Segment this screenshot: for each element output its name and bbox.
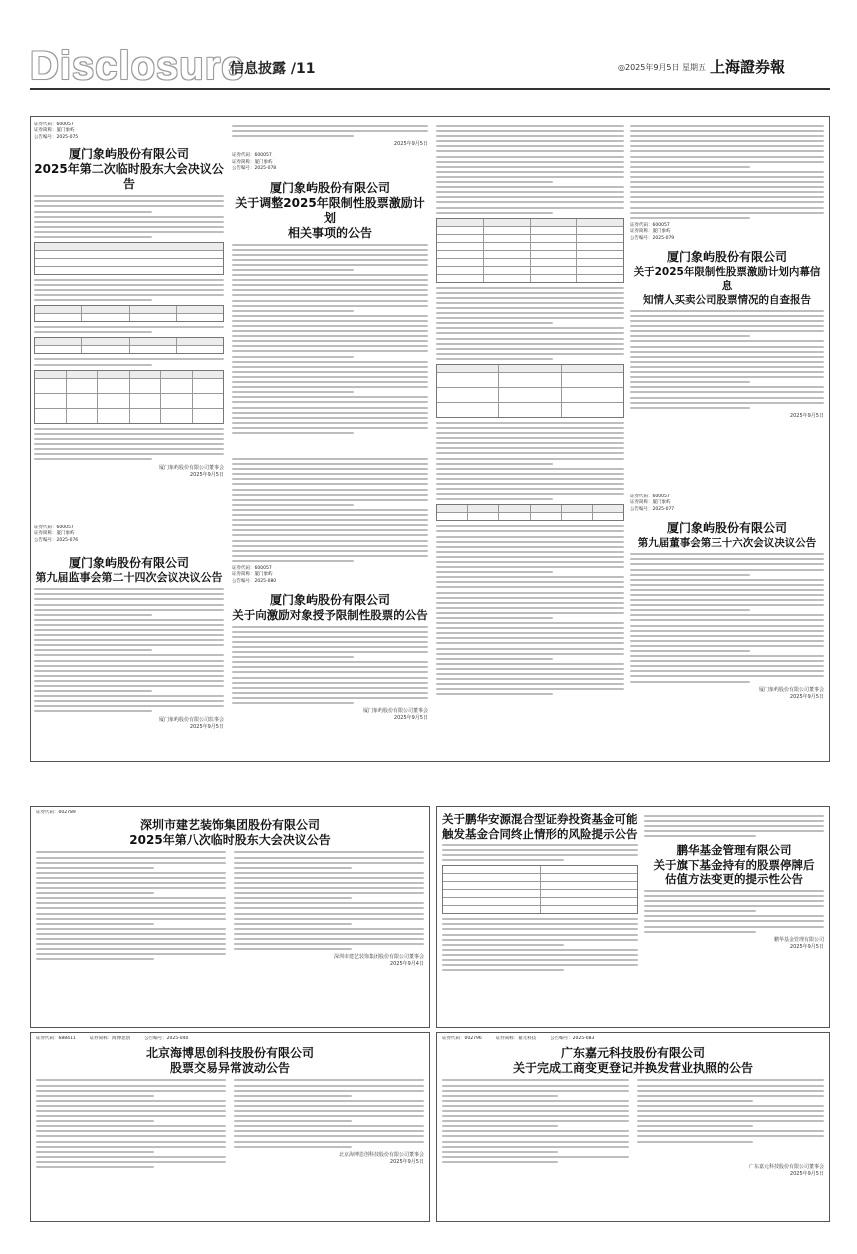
article-title-line1: 关于鹏华安源混合型证券投资基金可能 bbox=[442, 812, 638, 826]
body-text-right bbox=[234, 1079, 424, 1171]
article-title-line2: 估值方法变更的提示性公告 bbox=[665, 872, 803, 887]
company-title: 厦门象屿股份有限公司 bbox=[666, 249, 787, 264]
body-text-left bbox=[36, 1079, 226, 1171]
company-title: 厦门象屿股份有限公司 bbox=[68, 147, 189, 162]
signature: 鹏华基金管理有限公司 bbox=[773, 936, 824, 943]
body-text-right bbox=[637, 1079, 824, 1176]
article-xiamen-supervisors bbox=[34, 525, 224, 755]
page-header bbox=[30, 44, 830, 94]
cost-table bbox=[436, 504, 624, 521]
stock-codes: 证券代码：002796 证券简称：嘉元科技 公告编号：2025-083 bbox=[442, 1036, 595, 1041]
body-text bbox=[436, 125, 624, 695]
unlock-schedule-table bbox=[436, 364, 624, 418]
signature: 北京海博思创科技股份有限公司董事会 bbox=[338, 1151, 424, 1158]
signature-date: 2025年9月5日 bbox=[789, 412, 824, 419]
article-penghua-risk bbox=[442, 812, 638, 1022]
article-title: 股票交易异常波动公告 bbox=[169, 1061, 290, 1076]
article-xiamen-grant bbox=[232, 455, 428, 755]
company-title: 厦门象屿股份有限公司 bbox=[269, 180, 390, 195]
allocation-table bbox=[436, 218, 624, 283]
body-text bbox=[630, 310, 824, 409]
body-text bbox=[232, 626, 428, 704]
vote-table-2 bbox=[34, 337, 224, 354]
article-xiamen-selfcheck bbox=[630, 122, 824, 492]
signature: 厦门象屿股份有限公司监事会 bbox=[158, 716, 224, 723]
fund-info-table bbox=[442, 865, 638, 914]
preceding-text bbox=[630, 125, 824, 219]
masthead-logo: Disclosure bbox=[30, 44, 245, 88]
continued-text bbox=[232, 458, 428, 562]
body-text bbox=[34, 195, 224, 460]
article-title-line2: 知情人买卖公司股票情况的自查报告 bbox=[643, 293, 811, 306]
attendance-table bbox=[34, 242, 224, 275]
signature-date: 2025年9月5日 bbox=[789, 693, 824, 700]
article-beijing bbox=[36, 1036, 424, 1218]
signature: 厦门象屿股份有限公司董事会 bbox=[158, 465, 224, 472]
company-title: 鹏华基金管理有限公司 bbox=[676, 843, 792, 858]
body-text-right bbox=[234, 851, 424, 967]
article-xiamen-adjust bbox=[232, 122, 428, 452]
signature-date: 2025年9月5日 bbox=[189, 723, 224, 730]
section-title: 信息披露 /11 bbox=[230, 61, 316, 77]
vote-table-3 bbox=[34, 370, 224, 424]
signature-date: 2025年9月4日 bbox=[389, 961, 424, 968]
company-title: 厦门象屿股份有限公司 bbox=[666, 521, 787, 536]
signature-date: 2025年9月5日 bbox=[789, 1170, 824, 1177]
signature: 深圳市建艺装饰集团股份有限公司董事会 bbox=[333, 954, 424, 961]
article-title: 2025年第二次临时股东大会决议公告 bbox=[34, 162, 224, 192]
article-title-line1: 关于2025年限制性股票激励计划内幕信息 bbox=[633, 265, 821, 292]
article-title-line1: 关于旗下基金持有的股票停牌后 bbox=[653, 857, 815, 872]
body-text-left bbox=[442, 1079, 629, 1176]
stock-codes: 证券代码：600057 证券简称：厦门象屿 公告编号：2025-078 bbox=[232, 153, 277, 172]
issue-date: ◎2025年9月5日 星期五 bbox=[618, 63, 707, 72]
stock-codes: 证券代码：002789 bbox=[36, 810, 76, 815]
preceding-text bbox=[644, 815, 824, 837]
article-guangdong bbox=[442, 1036, 824, 1218]
company-title: 厦门象屿股份有限公司 bbox=[269, 593, 390, 608]
article-xiamen-board bbox=[630, 494, 824, 756]
article-title-line2: 相关事项的公告 bbox=[287, 225, 372, 240]
article-shenzhen bbox=[36, 810, 424, 1024]
article-title: 第九届董事会第三十六次会议决议公告 bbox=[637, 537, 817, 550]
article-title: 第九届监事会第二十四次会议决议公告 bbox=[35, 571, 223, 585]
signature-date: 2025年9月5日 bbox=[393, 141, 428, 148]
article-title: 关于向激励对象授予限制性股票的公告 bbox=[232, 608, 428, 623]
article-xiamen-shareholders bbox=[34, 122, 224, 522]
stock-codes: 证券代码：600057 证券简称：厦门象屿 公告编号：2025-080 bbox=[232, 565, 277, 584]
article-title-line1: 关于调整2025年限制性股票激励计划 bbox=[235, 195, 425, 225]
preceding-text bbox=[232, 125, 428, 137]
signature-date: 2025年9月5日 bbox=[393, 715, 428, 722]
header-rule bbox=[30, 88, 830, 90]
body-text bbox=[34, 588, 224, 712]
body-text bbox=[644, 890, 824, 933]
signature: 厦门象屿股份有限公司董事会 bbox=[758, 686, 824, 693]
company-title: 北京海博思创科技股份有限公司 bbox=[145, 1046, 314, 1061]
vote-table-1 bbox=[34, 305, 224, 322]
signature: 厦门象屿股份有限公司董事会 bbox=[362, 708, 428, 715]
company-title: 厦门象屿股份有限公司 bbox=[68, 556, 189, 571]
newspaper-name: 上海證券報 bbox=[710, 58, 786, 76]
body-text-left bbox=[36, 851, 226, 967]
article-title: 2025年第八次临时股东大会决议公告 bbox=[129, 833, 331, 848]
body-text bbox=[232, 244, 428, 434]
article-xiamen-grant-continued bbox=[436, 122, 624, 754]
signature-date: 2025年9月5日 bbox=[389, 1158, 424, 1165]
company-title: 深圳市建艺装饰集团股份有限公司 bbox=[139, 818, 320, 833]
signature-date: 2025年9月5日 bbox=[189, 472, 224, 479]
article-penghua-valuation bbox=[644, 812, 824, 1022]
article-title: 关于完成工商变更登记并换发营业执照的公告 bbox=[512, 1061, 753, 1076]
stock-codes: 证券代码：688411 证券简称：海博思创 公告编号：2025-040 bbox=[36, 1036, 189, 1041]
stock-codes: 证券代码：600057 证券简称：厦门象屿 公告编号：2025-079 bbox=[630, 222, 675, 241]
body-text bbox=[630, 553, 824, 682]
company-title: 广东嘉元科技股份有限公司 bbox=[560, 1046, 705, 1061]
body-text bbox=[442, 844, 638, 971]
signature: 广东嘉元科技股份有限公司董事会 bbox=[748, 1163, 824, 1170]
article-title-line2: 触发基金合同终止情形的风险提示公告 bbox=[442, 826, 638, 841]
stock-codes: 证券代码：600057 证券简称：厦门象屿 公告编号：2025-075 bbox=[34, 122, 79, 140]
stock-codes: 证券代码：600057 证券简称：厦门象屿 公告编号：2025-076 bbox=[34, 525, 79, 543]
signature-date: 2025年9月5日 bbox=[789, 943, 824, 950]
stock-codes: 证券代码：600057 证券简称：厦门象屿 公告编号：2025-077 bbox=[630, 494, 675, 512]
